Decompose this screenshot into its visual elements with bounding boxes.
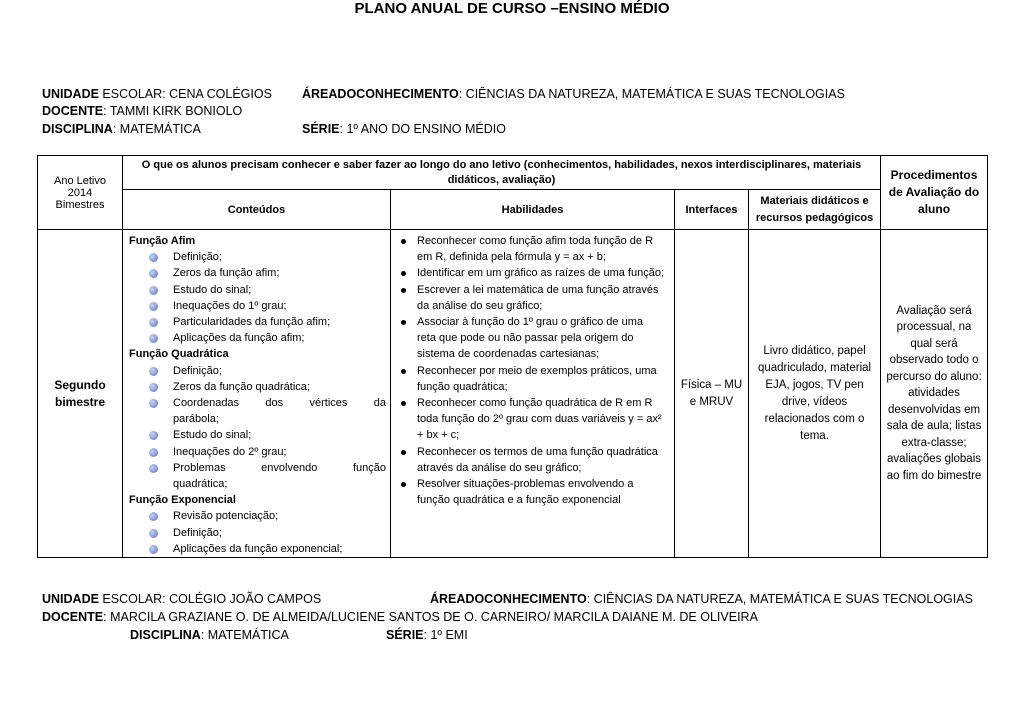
habilidades-cell [391, 230, 675, 558]
bullet-icon [401, 369, 406, 374]
docente-line-1: DOCENTE: TAMMI KIRK BONIOLO [42, 104, 243, 118]
bullet-icon [401, 288, 406, 293]
habilidade-item: Reconhecer por meio de exemplos práticos, uma função quadrática; [395, 363, 664, 395]
bullet-icon [401, 482, 406, 487]
bullet-icon [401, 401, 406, 406]
bullet-icon [149, 367, 158, 376]
bimestre-cell: Segundo bimestre [38, 230, 123, 558]
header-materiais: Materiais didáticos e recursos pedagógicos [749, 190, 881, 230]
header-habilidades: Habilidades [391, 190, 675, 230]
procedimentos-cell: Avaliação será processual, na qual será observado todo o percurso do aluno: atividades desenvolvidas em sala de aula; listas extra-classe; avaliações globais ao fim do bimestre [881, 230, 988, 558]
list-item: Estudo do sinal; [127, 427, 386, 443]
list-item: Inequações do 1º grau; [127, 298, 386, 314]
header-ano-letivo: Ano Letivo 2014 Bimestres [38, 156, 123, 230]
group-funcao-quadratica: Função Quadrática [129, 348, 229, 361]
list-item-continuation: quadrática; [173, 478, 228, 491]
bullet-icon [401, 450, 406, 455]
header-conteudos: Conteúdos [123, 190, 391, 230]
docente-line-2: DOCENTE: MARCILA GRAZIANE O. DE ALMEIDA/LUCIENE SANTOS DE O. CARNEIRO/ MARCILA DAIANE M. DE OLIVEIRA [42, 610, 758, 624]
list-item: Aplicações da função exponencial; [127, 541, 386, 557]
list-item-continuation: parábola; [173, 413, 219, 426]
list-item: Estudo do sinal; [127, 282, 386, 298]
list-item: Aplicações da função afim; [127, 330, 386, 346]
disciplina-line-1: DISCIPLINA: MATEMÁTICA [42, 122, 201, 136]
habilidade-item: Reconhecer os termos de uma função quadrática através da análise do seu gráfico; [395, 444, 664, 476]
bullet-icon [149, 529, 158, 538]
area-line-1: ÁREADOCONHECIMENTO: CIÊNCIAS DA NATUREZA, MATEMÁTICA E SUAS TECNOLOGIAS [302, 87, 845, 101]
bullet-icon [401, 271, 406, 276]
conteudos-cell [123, 230, 391, 558]
serie-line-2: SÉRIE: 1º EMI [386, 628, 468, 642]
bullet-icon [149, 448, 158, 457]
list-item: Definição; [127, 525, 386, 541]
header-group: O que os alunos precisam conhecer e saber fazer ao longo do ano letivo (conhecimentos, habilidades, nexos interdisciplinares, materiais didáticos, avaliação) [123, 156, 881, 190]
habilidade-item: Associar à função do 1º grau o gráfico de uma reta que pode ou não passar pela origem do sistema de coordenadas cartesianas; [395, 314, 664, 363]
header-procedimentos: Procedimentos de Avaliação do aluno [881, 156, 988, 230]
bullet-icon [149, 383, 158, 392]
list-item: Definição; [127, 249, 386, 265]
serie-line-1: SÉRIE: 1º ANO DO ENSINO MÉDIO [302, 122, 506, 136]
group-funcao-exponencial: Função Exponencial [129, 494, 236, 507]
bullet-icon [149, 545, 158, 554]
habilidade-item: Reconhecer como função afim toda função de R em R, definida pela fórmula y = ax + b; [395, 233, 664, 265]
interfaces-cell: Física – MU e MRUV [675, 230, 749, 558]
materiais-cell: Livro didático, papel quadriculado, material EJA, jogos, TV pen drive, vídeos relacionados com o tema. [749, 230, 881, 558]
habilidade-item: Resolver situações-problemas envolvendo a função quadrática e a função exponencial [395, 476, 664, 508]
habilidade-item: Reconhecer como função quadrática de R em R toda função do 2º grau com duas variáveis y = ax² + bx + c; [395, 395, 664, 444]
disciplina-line-2: DISCIPLINA: MATEMÁTICA [130, 628, 289, 642]
list-item: Zeros da função afim; [127, 265, 386, 281]
habilidade-item: Identificar em um gráfico as raízes de uma função; [395, 265, 664, 281]
header-interfaces: Interfaces [675, 190, 749, 230]
list-item: Definição; [127, 363, 386, 379]
bullet-icon [149, 512, 158, 521]
list-item: Inequações do 2º grau; [127, 444, 386, 460]
document-title: PLANO ANUAL DE CURSO –ENSINO MÉDIO [354, 0, 670, 17]
bullet-icon [149, 464, 158, 473]
habilidade-item: Escrever a lei matemática de uma função através da análise do seu gráfico; [395, 282, 664, 314]
bullet-icon [149, 269, 158, 278]
list-item: Problemas envolvendo função [127, 460, 386, 476]
bullet-icon [401, 239, 406, 244]
list-item: Revisão potenciação; [127, 508, 386, 524]
group-funcao-afim: Função Afim [129, 235, 196, 247]
bullet-icon [149, 431, 158, 440]
course-plan-table [37, 155, 988, 558]
list-item: Particularidades da função afim; [127, 314, 386, 330]
area-line-2: ÁREADOCONHECIMENTO: CIÊNCIAS DA NATUREZA, MATEMÁTICA E SUAS TECNOLOGIAS [430, 592, 973, 606]
list-item: Zeros da função quadrática; [127, 379, 386, 395]
bullet-icon [149, 399, 158, 408]
unidade-line-1: UNIDADE ESCOLAR: CENA COLÉGIOS [42, 87, 272, 101]
bullet-icon [149, 253, 158, 262]
bullet-icon [149, 302, 158, 311]
list-item: Coordenadas dos vértices da [127, 395, 386, 411]
bullet-icon [149, 334, 158, 343]
bullet-icon [149, 318, 158, 327]
bullet-icon [149, 286, 158, 295]
unidade-line-2: UNIDADE ESCOLAR: COLÉGIO JOÃO CAMPOS [42, 592, 322, 606]
bullet-icon [401, 320, 406, 325]
